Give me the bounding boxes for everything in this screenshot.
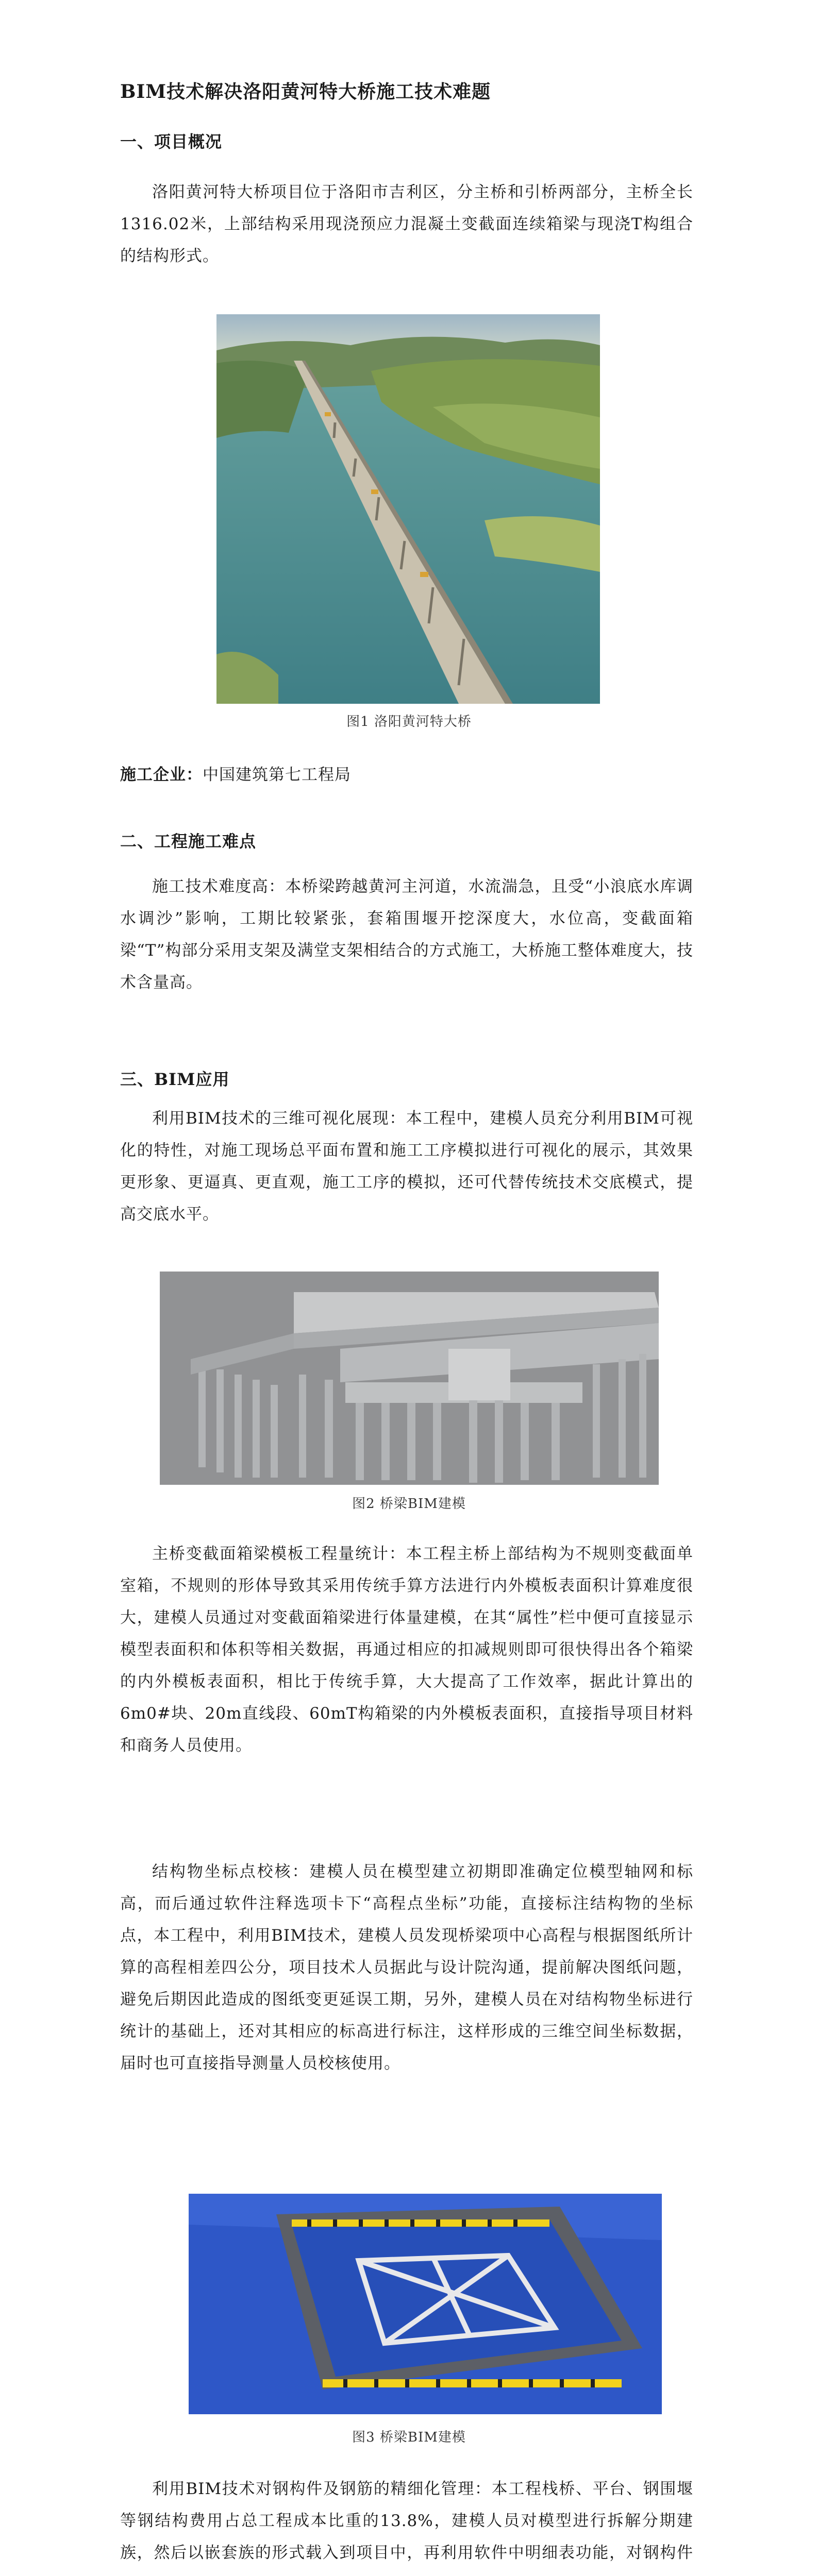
paragraph-formwork: 主桥变截面箱梁模板工程量统计：本工程主桥上部结构为不规则变截面单室箱，不规则的形体导致其采用传统手算方法进行内外模板表面积计算难度很大，建模人员通过对变截面箱梁进行体量建模，在其“属性”栏中便可直接显示模型表面积和体积等相关数据，再通过相应的扣减规则即可很快得出各个箱梁的内外模板表面积，相比于传统手算，大大提高了工作效率，据此计算出的6m0#块、20m直线段、60mT构箱梁的内外模板表面积，直接指导项目材料和商务人员使用。 [120, 1545, 693, 1755]
bim-model-image-1 [160, 1272, 659, 1485]
paragraph-overview: 洛阳黄河特大桥项目位于洛阳市吉利区，分主桥和引桥两部分，主桥全长1316.02米，上部结构采用现浇预应力混凝土变截面连续箱梁与现浇T构组合的结构形式。 [120, 183, 693, 265]
paragraph-coordinates: 结构物坐标点校核：建模人员在模型建立初期即准确定位模型轴网和标高，而后通过软件注释选项卡下“高程点坐标”功能，直接标注结构物的坐标点，本工程中，利用BIM技术，建模人员发现桥梁项中心高程与根据图纸所计算的高程相差四公分，项目技术人员据此与设计院沟通，提前解决图纸问题，避免后期因此造成的图纸变更延误工期，另外，建模人员在对结构物坐标进行统计的基础上，还对其相应的标高进行标注，这样形成的三维空间坐标数据，届时也可直接指导测量人员校核使用。 [120, 1862, 693, 2073]
article-title: BIM技术解决洛阳黄河特大桥施工技术难题 [120, 81, 491, 103]
company-line [120, 765, 351, 785]
bridge-photo [216, 314, 600, 704]
company-label: 施工企业： [120, 766, 203, 784]
paragraph-steel-management: 利用BIM技术对钢构件及钢筋的精细化管理：本工程栈桥、平台、钢围堰等钢结构费用占总工程成本比重的13.8%，建模人员对模型进行拆解分期建族，然后以嵌套族的形式载入到项目中，再利用软件中明细表功能，对钢构件 [120, 2480, 693, 2562]
figure-1-caption: 图1 洛阳黄河特大桥 [346, 714, 472, 730]
company-name: 中国建筑第七工程局 [203, 766, 351, 784]
bim-model-image-2 [189, 2194, 662, 2414]
paragraph-difficulty: 施工技术难度高：本桥梁跨越黄河主河道，水流湍急，且受“小浪底水库调水调沙”影响，工期比较紧张，套箱围堰开挖深度大，水位高，变截面箱梁“T”构部分采用支架及满堂支架相结合的方式施工，大桥施工整体难度大，技术含量高。 [120, 877, 693, 992]
figure-3-caption: 图3 桥梁BIM建模 [352, 2430, 466, 2445]
figure-2-caption: 图2 桥梁BIM建模 [352, 1496, 466, 1512]
section-heading-difficulty: 二、工程施工难点 [120, 832, 257, 851]
section-heading-overview: 一、项目概况 [120, 132, 223, 151]
paragraph-visualization: 利用BIM技术的三维可视化展现：本工程中，建模人员充分利用BIM可视化的特性，对施工现场总平面布置和施工工序模拟进行可视化的展示，其效果更形象、更逼真、更直观，施工工序的模拟，还可代替传统技术交底模式，提高交底水平。 [120, 1109, 693, 1224]
section-heading-bim: 三、BIM应用 [120, 1070, 230, 1089]
